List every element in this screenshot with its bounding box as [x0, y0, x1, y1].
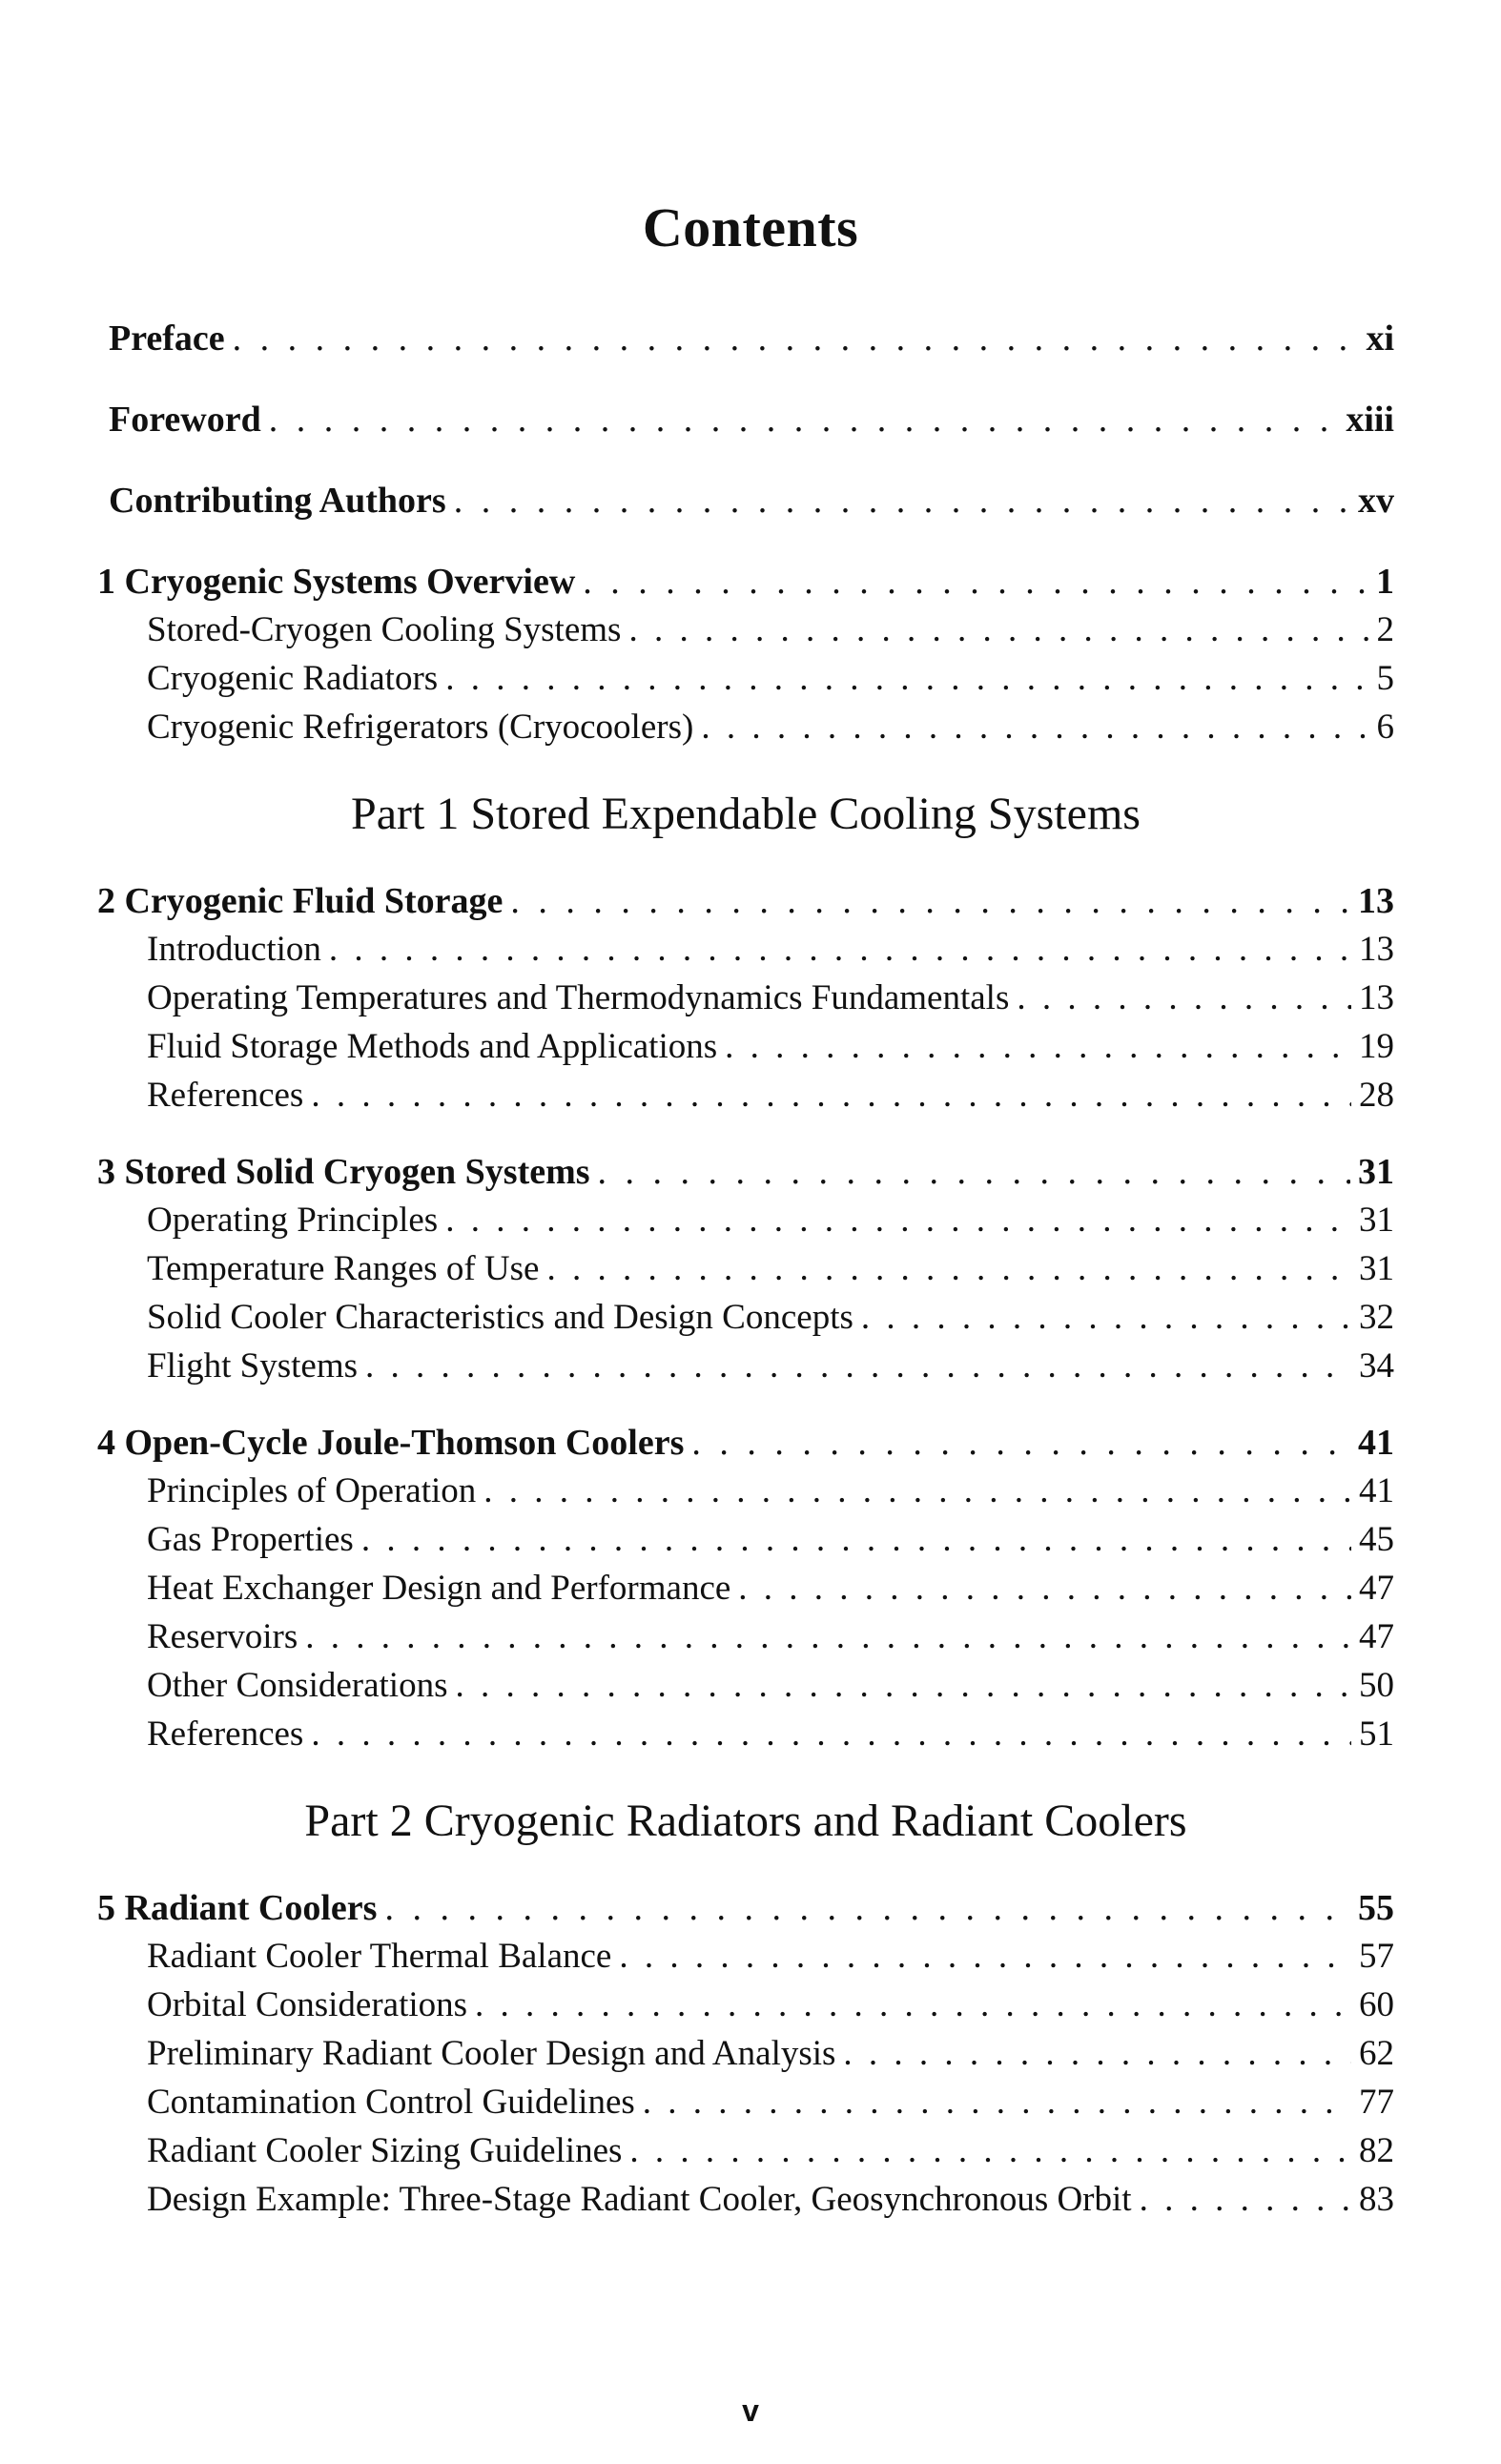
- section-title: Design Example: Three-Stage Radiant Cooler, Geosynchronous Orbit: [147, 2180, 1132, 2219]
- chapter-page-number: 31: [1358, 1152, 1394, 1192]
- toc-section[interactable]: [97, 1932, 1394, 1981]
- toc-section[interactable]: [97, 1071, 1394, 1119]
- section-title: Cryogenic Refrigerators (Cryocoolers): [147, 708, 694, 747]
- dot-leader: [629, 2126, 1351, 2175]
- section-title: Preliminary Radiant Cooler Design and Analysis: [147, 2034, 836, 2073]
- section-title: Orbital Considerations: [147, 1985, 468, 2024]
- toc-section[interactable]: [97, 1515, 1394, 1564]
- section-page-number: 77: [1359, 2083, 1394, 2122]
- section-title: Radiant Cooler Sizing Guidelines: [147, 2131, 623, 2170]
- chapter-2-block: [97, 877, 1394, 1119]
- section-title: Reservoirs: [147, 1617, 298, 1656]
- chapter-page-number: 55: [1358, 1888, 1394, 1928]
- section-title: Introduction: [147, 930, 321, 969]
- dot-leader: [738, 1564, 1351, 1612]
- dot-leader: [583, 558, 1368, 606]
- section-page-number: 31: [1359, 1201, 1394, 1240]
- toc-section[interactable]: [97, 703, 1394, 751]
- entry-label: Contributing Authors: [109, 481, 446, 521]
- toc-section[interactable]: [97, 2078, 1394, 2126]
- section-page-number: 82: [1359, 2131, 1394, 2170]
- dot-leader: [691, 1419, 1350, 1467]
- section-title: Solid Cooler Characteristics and Design Concepts: [147, 1298, 853, 1337]
- dot-leader: [365, 1342, 1351, 1390]
- section-title: Other Considerations: [147, 1666, 448, 1705]
- dot-leader: [843, 2029, 1351, 2078]
- toc-section[interactable]: [97, 974, 1394, 1022]
- dot-leader: [361, 1515, 1351, 1564]
- dot-leader: [483, 1467, 1351, 1515]
- toc-section[interactable]: [97, 1612, 1394, 1661]
- toc-chapter-5[interactable]: [97, 1884, 1394, 1932]
- toc-chapter-3[interactable]: [97, 1148, 1394, 1196]
- chapter-3-block: [97, 1148, 1394, 1390]
- toc-section[interactable]: [97, 2175, 1394, 2224]
- section-page-number: 62: [1359, 2034, 1394, 2073]
- toc-chapter-4[interactable]: [97, 1419, 1394, 1467]
- toc-section[interactable]: [97, 1564, 1394, 1612]
- section-page-number: 28: [1359, 1076, 1394, 1115]
- section-page-number: 2: [1376, 610, 1394, 649]
- section-page-number: 47: [1359, 1617, 1394, 1656]
- section-page-number: 41: [1359, 1471, 1394, 1510]
- toc-section[interactable]: [97, 1710, 1394, 1758]
- section-page-number: 19: [1359, 1027, 1394, 1066]
- chapter-title: 2 Cryogenic Fluid Storage: [97, 881, 504, 921]
- toc-section[interactable]: [97, 1467, 1394, 1515]
- entry-page-number: xi: [1366, 318, 1394, 359]
- entry-page-number: xiii: [1346, 400, 1394, 440]
- section-page-number: 34: [1359, 1346, 1394, 1386]
- dot-leader: [455, 1661, 1351, 1710]
- section-page-number: 45: [1359, 1520, 1394, 1559]
- chapter-page-number: 13: [1358, 881, 1394, 921]
- section-title: Stored-Cryogen Cooling Systems: [147, 610, 622, 649]
- chapter-title: 4 Open-Cycle Joule-Thomson Coolers: [97, 1423, 685, 1463]
- toc-section[interactable]: [97, 2126, 1394, 2175]
- toc-section[interactable]: [97, 2029, 1394, 2078]
- part-2-heading: Part 2 Cryogenic Radiators and Radiant Coolers: [304, 1796, 1187, 1846]
- toc-section[interactable]: [97, 1342, 1394, 1390]
- part-1-heading: Part 1 Stored Expendable Cooling Systems: [351, 789, 1141, 839]
- section-title: Contamination Control Guidelines: [147, 2083, 635, 2122]
- dot-leader: [305, 1612, 1351, 1661]
- dot-leader: [1017, 974, 1351, 1022]
- chapter-1-block: [97, 558, 1394, 751]
- table-of-contents: [97, 315, 1394, 2252]
- dot-leader: [628, 606, 1368, 654]
- page-title: Contents: [642, 196, 859, 258]
- toc-entry-preface[interactable]: [97, 315, 1394, 362]
- dot-leader: [701, 703, 1368, 751]
- toc-entry-foreword[interactable]: [97, 396, 1394, 443]
- toc-section[interactable]: [97, 925, 1394, 974]
- section-title: Temperature Ranges of Use: [147, 1249, 540, 1288]
- dot-leader: [510, 877, 1350, 925]
- dot-leader: [454, 477, 1350, 524]
- dot-leader: [475, 1981, 1351, 2029]
- section-title: Heat Exchanger Design and Performance: [147, 1569, 731, 1608]
- section-title: Fluid Storage Methods and Applications: [147, 1027, 718, 1066]
- section-page-number: 5: [1376, 659, 1394, 698]
- toc-entry-contributing-authors[interactable]: [97, 477, 1394, 524]
- section-title: Operating Temperatures and Thermodynamics Fundamentals: [147, 978, 1010, 1017]
- section-page-number: 60: [1359, 1985, 1394, 2024]
- toc-section[interactable]: [97, 654, 1394, 703]
- chapter-4-block: [97, 1419, 1394, 1758]
- dot-leader: [311, 1710, 1351, 1758]
- dot-leader: [861, 1293, 1351, 1342]
- toc-section[interactable]: [97, 1293, 1394, 1342]
- toc-section[interactable]: [97, 1661, 1394, 1710]
- dot-leader: [269, 396, 1339, 443]
- dot-leader: [384, 1884, 1350, 1932]
- dot-leader: [598, 1148, 1350, 1196]
- dot-leader: [311, 1071, 1351, 1119]
- entry-page-number: xv: [1358, 481, 1394, 521]
- toc-section[interactable]: [97, 1196, 1394, 1244]
- section-page-number: 57: [1359, 1937, 1394, 1976]
- section-page-number: 13: [1359, 978, 1394, 1017]
- chapter-5-block: [97, 1884, 1394, 2224]
- page-folio: v: [742, 2393, 759, 2428]
- toc-section[interactable]: [97, 1244, 1394, 1293]
- section-title: Gas Properties: [147, 1520, 354, 1559]
- dot-leader: [619, 1932, 1351, 1981]
- entry-label: Foreword: [109, 400, 261, 440]
- toc-chapter-1[interactable]: [97, 558, 1394, 606]
- dot-leader: [1140, 2175, 1351, 2224]
- section-title: Principles of Operation: [147, 1471, 477, 1510]
- section-page-number: 47: [1359, 1569, 1394, 1608]
- section-page-number: 32: [1359, 1298, 1394, 1337]
- section-page-number: 31: [1359, 1249, 1394, 1288]
- chapter-title: 1 Cryogenic Systems Overview: [97, 562, 576, 602]
- section-page-number: 51: [1359, 1715, 1394, 1754]
- section-title: References: [147, 1076, 304, 1115]
- toc-chapter-2[interactable]: [97, 877, 1394, 925]
- section-title: References: [147, 1715, 304, 1754]
- toc-section[interactable]: [97, 1981, 1394, 2029]
- section-title: Radiant Cooler Thermal Balance: [147, 1937, 612, 1976]
- chapter-title: 5 Radiant Coolers: [97, 1888, 378, 1928]
- dot-leader: [546, 1244, 1351, 1293]
- chapter-title: 3 Stored Solid Cryogen Systems: [97, 1152, 590, 1192]
- dot-leader: [643, 2078, 1351, 2126]
- section-page-number: 6: [1376, 708, 1394, 747]
- section-page-number: 13: [1359, 930, 1394, 969]
- section-title: Operating Principles: [147, 1201, 439, 1240]
- chapter-page-number: 41: [1358, 1423, 1394, 1463]
- section-title: Flight Systems: [147, 1346, 359, 1386]
- dot-leader: [445, 654, 1368, 703]
- section-title: Cryogenic Radiators: [147, 659, 439, 698]
- entry-label: Preface: [109, 318, 225, 359]
- section-page-number: 50: [1359, 1666, 1394, 1705]
- dot-leader: [329, 925, 1351, 974]
- dot-leader: [445, 1196, 1351, 1244]
- chapter-page-number: 1: [1376, 562, 1394, 602]
- toc-section[interactable]: [97, 606, 1394, 654]
- toc-section[interactable]: [97, 1022, 1394, 1071]
- dot-leader: [725, 1022, 1351, 1071]
- dot-leader: [233, 315, 1359, 362]
- section-page-number: 83: [1359, 2180, 1394, 2219]
